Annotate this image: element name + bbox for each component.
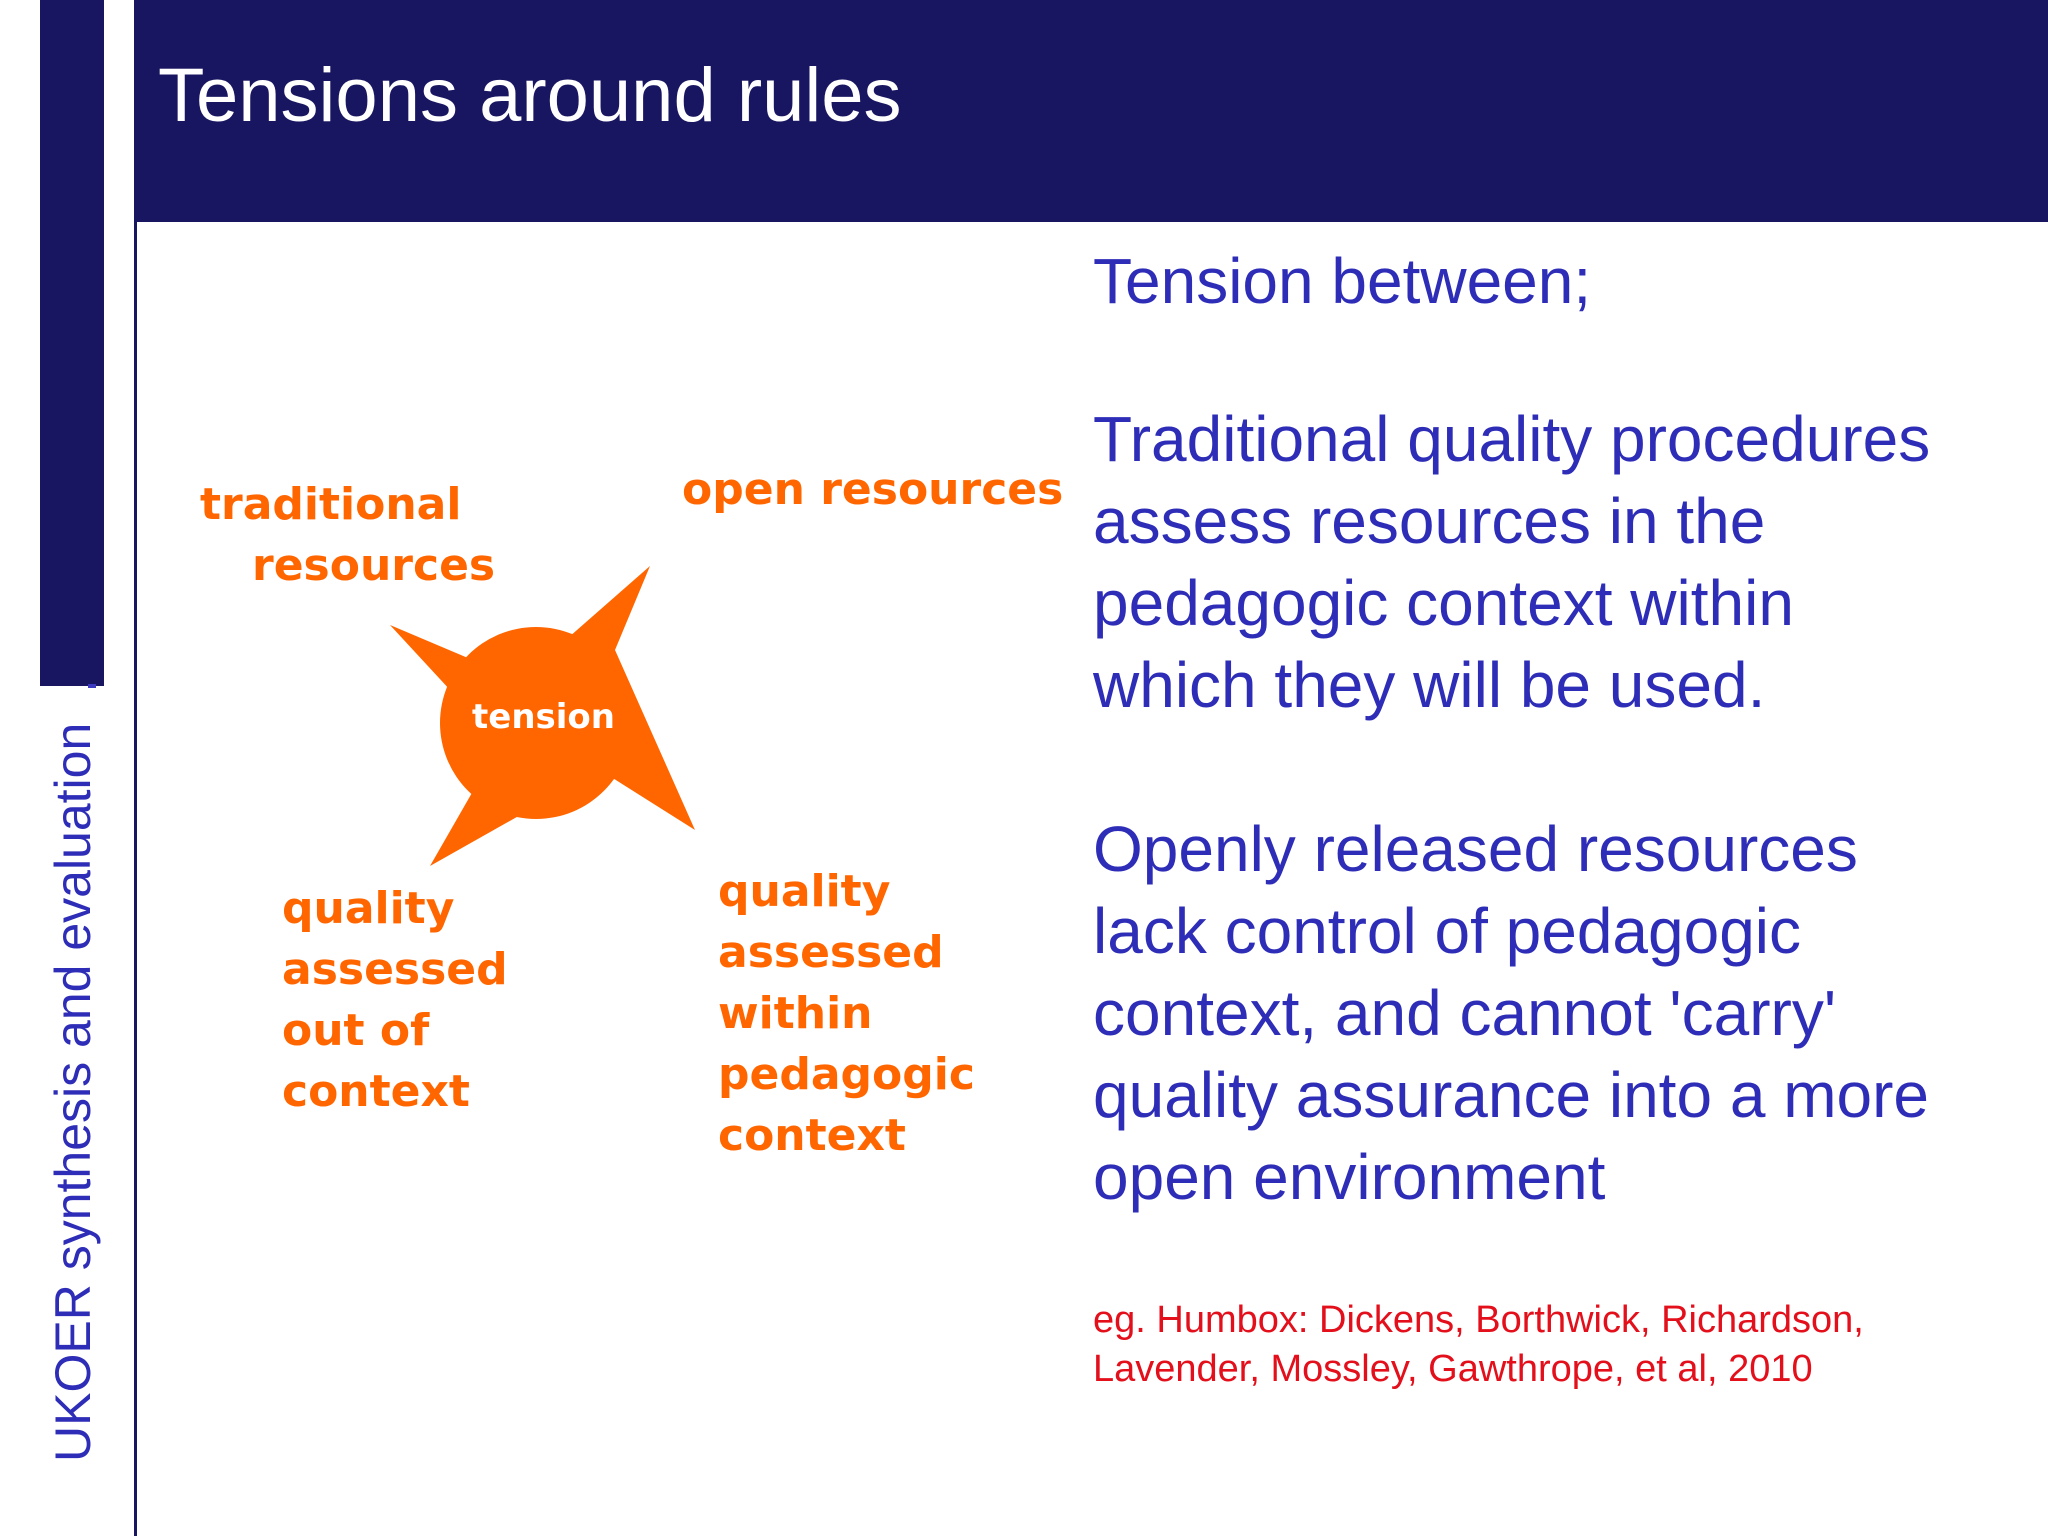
label-line: within: [718, 988, 873, 1039]
paragraph-line: pedagogic context within: [1093, 567, 1794, 639]
label-open-resources: [682, 459, 1063, 520]
paragraph-line: Openly released resources: [1093, 813, 1858, 885]
paragraph-line: Traditional quality procedures: [1093, 403, 1931, 475]
label-line: pedagogic: [718, 1049, 975, 1100]
citation-line: Lavender, Mossley, Gawthrope, et al, 2010: [1093, 1348, 1813, 1390]
label-line: assessed: [718, 927, 944, 978]
label-line: out of: [282, 1005, 430, 1056]
label-line: context: [282, 1066, 470, 1117]
content-heading: Tension between;: [1093, 245, 1592, 317]
paragraph-line: which they will be used.: [1093, 649, 1766, 721]
label-line: resources: [252, 540, 496, 591]
label-quality-out-of-context: [282, 878, 508, 1122]
label-traditional-resources: [200, 474, 495, 596]
paragraph-line: open environment: [1093, 1141, 1606, 1213]
slide-title: Tensions around rules: [158, 53, 902, 138]
side-bar-marker: [88, 684, 96, 688]
side-divider-line: [134, 0, 137, 1536]
paragraph-line: assess resources in the: [1093, 485, 1766, 557]
label-line: quality: [282, 883, 455, 934]
side-bar: [40, 0, 104, 686]
paragraph-traditional: [1093, 398, 2033, 726]
label-line: assessed: [282, 944, 508, 995]
side-label: UKOER synthesis and evaluation: [45, 722, 101, 1462]
citation: [1093, 1296, 1864, 1394]
label-line: traditional: [200, 479, 462, 530]
center-label-tension: tension: [472, 697, 615, 737]
paragraph-line: lack control of pedagogic: [1093, 895, 1801, 967]
label-line: context: [718, 1110, 906, 1161]
label-line: quality: [718, 866, 891, 917]
paragraph-line: context, and cannot 'carry': [1093, 977, 1837, 1049]
label-line: open resources: [682, 464, 1064, 515]
label-quality-within-context: [718, 861, 975, 1166]
citation-line: eg. Humbox: Dickens, Borthwick, Richardson,: [1093, 1299, 1864, 1341]
paragraph-line: quality assurance into a more: [1093, 1059, 1929, 1131]
paragraph-open: [1093, 808, 2033, 1218]
